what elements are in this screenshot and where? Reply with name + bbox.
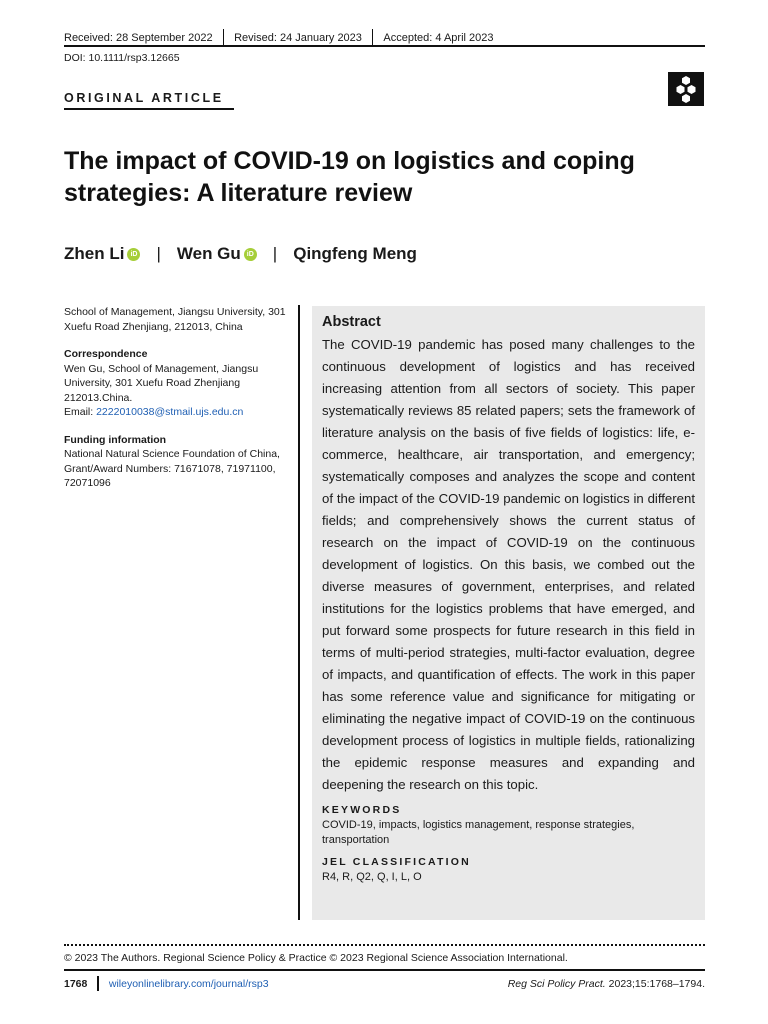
orcid-icon[interactable]: iD [127, 248, 140, 261]
correspondence-text: Wen Gu, School of Management, Jiangsu University, 301 Xuefu Road Zhenjiang 212013.China. [64, 362, 259, 404]
footer-separator [97, 976, 99, 991]
received-date: Received: 28 September 2022 [64, 32, 213, 44]
author-separator: | [156, 244, 161, 263]
jel-heading: JEL CLASSIFICATION [322, 856, 471, 868]
page-footer [64, 976, 705, 991]
abstract-heading: Abstract [322, 314, 381, 330]
citation-details: 2023;15:1768–1794. [605, 977, 705, 990]
doi[interactable]: DOI: 10.1111/rsp3.12665 [64, 52, 180, 64]
abstract-box [312, 306, 705, 920]
correspondence-heading: Correspondence [64, 348, 148, 360]
author-name[interactable]: Zhen Li [64, 244, 125, 263]
author-list [64, 244, 417, 264]
journal-abbrev: Reg Sci Policy Pract. [507, 977, 606, 990]
funding-text: National Natural Science Foundation of China, Grant/Award Numbers: 71671078, 71971100, 72071096 [64, 448, 280, 489]
article-type: ORIGINAL ARTICLE [64, 91, 224, 105]
correspondence-email-line [64, 405, 296, 420]
wiley-hexagon-logo-icon [668, 72, 704, 106]
author-name[interactable]: Wen Gu [176, 244, 241, 263]
author-separator: | [272, 244, 278, 263]
abstract-text: The COVID-19 pandemic has posed many challenges to the continuous development of logistics and has received increasing attention from all sectors of society. This paper systematically reviews 85 related papers; sets the framework of literature analysis on the basis of five fields of logistics: life, e-commerce, healthcare, air transportation, and emergency; systematically composes and analyzes the scope and content of the impact of the COVID-19 pandemic on logistics in different fields; and comprehensively shows the current status of research on the impact of COVID-19 on the continuous development of logistics. On this basis, we combed out the diverse measures of government, enterprises, and related institutions for the logistics problems that have emerged, and put forward some prospects for future research in this field in terms of multi-period strategies, multi-factor evaluation, degree of impacts, and quantification of effects. The work in this paper has some reference value and significance for mitigating or eliminating the negative impact of COVID-19 on the continuous development process of logistics in multiple fields, rationalizing the epidemic response measures and expanding and deepening the research on this topic. [322, 337, 695, 792]
footer-dotted-rule [64, 944, 705, 946]
email-label: Email: [64, 406, 97, 418]
funding-block [64, 433, 296, 491]
orcid-icon[interactable]: iD [244, 248, 257, 261]
jel-codes: R4, R, Q2, Q, I, L, O [322, 871, 422, 883]
page-number: 1768 [64, 977, 88, 990]
article-title: The impact of COVID-19 on logistics and coping strategies: A literature review [64, 147, 635, 207]
revised-date: Revised: 24 January 2023 [234, 32, 362, 44]
keywords-heading: KEYWORDS [322, 804, 402, 816]
article-info-sidebar [64, 305, 296, 504]
column-divider [298, 305, 300, 920]
footer-rule [64, 969, 705, 971]
email-link[interactable]: 2222010038@stmail.ujs.edu.cn [96, 406, 244, 418]
citation [508, 978, 705, 990]
header-rule [64, 45, 705, 47]
correspondence-block [64, 347, 296, 420]
affiliation: School of Management, Jiangsu University, 301 Xuefu Road Zhenjiang, 212013, China [64, 306, 286, 333]
journal-url-link[interactable]: wileyonlinelibrary.com/journal/rsp3 [108, 977, 269, 990]
keywords: COVID-19, impacts, logistics management, response strategies, transportation [322, 819, 635, 846]
article-type-underline [64, 108, 234, 110]
funding-heading: Funding information [64, 433, 167, 446]
accepted-date: Accepted: 4 April 2023 [383, 32, 494, 44]
copyright: © 2023 The Authors. Regional Science Policy & Practice © 2023 Regional Science Association International. [64, 952, 568, 964]
author-name[interactable]: Qingfeng Meng [293, 244, 417, 263]
